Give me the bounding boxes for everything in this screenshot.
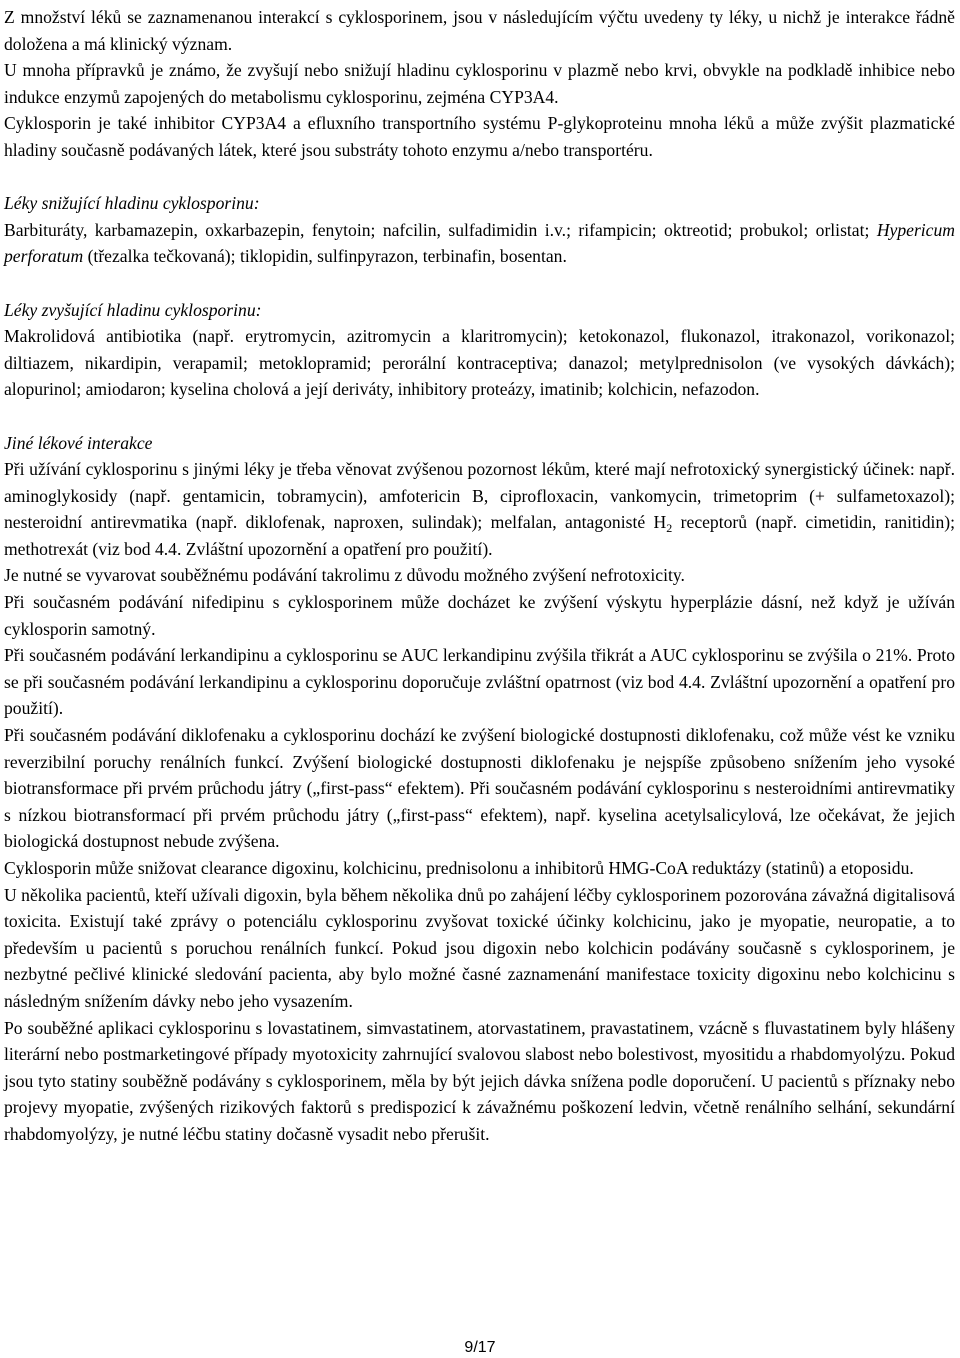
other-interactions-paragraph-6: Cyklosporin může snižovat clearance digoxinu, kolchicinu, prednisolonu a inhibitorů HMG-CoA reduktázy (statinů) a etoposidu.: [4, 858, 914, 878]
other-1-subscript: 2: [666, 521, 673, 536]
other-1-text-b: receptorů (např. cimetidin, ranitidin); methotrexát (viz bod 4.4. Zvláštní upozornění a opatření pro použití).: [4, 512, 955, 559]
other-1-text-a: Při užívání cyklosporinu s jinými léky je třeba věnovat zvýšenou pozornost lékům, které mají nefrotoxický synergistický účinek: např. aminoglykosidy (např. gentamicin, tobramycin), amfotericin B, ciprofloxacin, vankomycin, trimetoprim (+ sulfametoxazol); nesteroidní antirevmatika (např. diklofenak, naproxen, sulindak); melfalan, antagonisté H: [4, 459, 955, 533]
heading-decreasing-drugs: Léky snižující hladinu cyklosporinu:: [4, 193, 260, 214]
heading-other-interactions: Jiné lékové interakce: [4, 432, 153, 453]
page-number: 9/17: [464, 1339, 496, 1356]
other-interactions-paragraph-5: Při současném podávání diklofenaku a cyklosporinu dochází ke zvýšení biologické dostupnosti diklofenaku, což může vést ke vzniku reverzibilní poruchy renálních funkcí. Zvýšení biologické dostupnosti diklofenaku je nejspíše způsobeno snížením jeho vysoké biotransformace při prvém průchodu játry („first-pass“ efektem). Při současném podávání cyklosporinu s nesteroidními antirevmatiky s nízkou biotransformací při prvém průchodu játry („first-pass“ efektem), např. kyselina acetylsalicylová, lze očekávat, že jejich biologická dostupnost nebude zvýšena.: [4, 725, 955, 852]
increasing-drugs-list: Makrolidová antibiotika (např. erytromycin, azitromycin a klaritromycin); ketokonazol, flukonazol, itrakonazol, vorikonazol; diltiazem, nikardipin, verapamil; metoklopramid; perorální kontraceptiva; danazol; metylprednisolon (ve vysokých dávkách); alopurinol; amiodaron; kyselina cholová a její deriváty, inhibitory proteázy, imatinib; kolchicin, nefazodon.: [4, 326, 955, 400]
other-interactions-paragraph-1: [4, 456, 955, 562]
other-interactions-paragraph-2: Je nutné se vyvarovat souběžnému podávání takrolimu z důvodu možného zvýšení nefrotoxicity.: [4, 565, 685, 586]
intro-paragraph-2: U mnoha přípravků je známo, že zvyšují nebo snižují hladinu cyklosporinu v plazmě nebo krvi, obvykle na podkladě inhibice nebo indukce enzymů zapojených do metabolismu cyklosporinu, zejména CYP3A4.: [4, 60, 955, 107]
decreasing-drugs-list: [4, 217, 955, 270]
other-interactions-paragraph-7: U několika pacientů, kteří užívali digoxin, byla během několika dnů po zahájení léčby cyklosporinem pozorována závažná digitalisová toxicita. Existují také zprávy o potenciálu cyklosporinu zvyšovat toxické účinky kolchicinu, jako je myopatie, neuropatie, a to především u pacientů s poruchou renálních funkcí. Pokud jsou digoxin nebo kolchicin podávány současně s cyklosporinem, je nezbytné pečlivé klinické sledování pacienta, aby bylo možné časné zaznamenání manifestace toxicity digoxinu nebo kolchicinu s následným snížením dávky nebo jeho vysazením.: [4, 884, 955, 1011]
decreasing-drugs-text-a: Barbituráty, karbamazepin, oxkarbazepin, fenytoin; nafcilin, sulfadimidin i.v.; rifampicin; oktreotid; probukol; orlistat;: [4, 219, 877, 240]
other-interactions-paragraph-8: Po souběžné aplikaci cyklosporinu s lovastatinem, simvastatinem, atorvastatinem, pravastatinem, vzácně s fluvastatinem byly hlášeny literární nebo postmarketingové případy myotoxicity zahrnující svalovou slabost nebo bolestivost, myositidu a rhabdomyolýzu. Pokud jsou tyto statiny souběžně podávány s cyklosporinem, měla by být jejich dávka snížena podle doporučení. U pacientů s příznaky nebo projevy myopatie, zvýšených rizikových faktorů s predispozicí k závažnému poškození ledvin, včetně renálního selhání, sekundární rhabdomyolýzy, je nutné léčbu statiny dočasně vysadit nebo přerušit.: [4, 1017, 955, 1144]
decreasing-drugs-text-b: (třezalka tečkovaná); tiklopidin, sulfinpyrazon, terbinafin, bosentan.: [83, 246, 567, 267]
heading-increasing-drugs: Léky zvyšující hladinu cyklosporinu:: [4, 299, 262, 320]
intro-paragraph-3: Cyklosporin je také inhibitor CYP3A4 a efluxního transportního systému P-glykoproteinu mnoha léků a může zvýšit plazmatické hladiny současně podávaných látek, které jsou substráty tohoto enzymu a/nebo transportéru.: [4, 113, 955, 160]
intro-paragraph-1: Z množství léků se zaznamenanou interakcí s cyklosporinem, jsou v následujícím výčtu uvedeny ty léky, u nichž je interakce řádně doložena a má klinický význam.: [4, 7, 955, 54]
document-page: [4, 4, 955, 1148]
other-interactions-paragraph-4: Při současném podávání lerkandipinu a cyklosporinu se AUC lerkandipinu zvýšila třikrát a AUC cyklosporinu se zvýšila o 21%. Proto se při současném podávání lerkandipinu a cyklosporinu doporučuje zvláštní opatrnost (viz bod 4.4. Zvláštní upozornění a opatření pro použití).: [4, 645, 955, 719]
other-interactions-paragraph-3: Při současném podávání nifedipinu s cyklosporinem může docházet ke zvýšení výskytu hyperplázie dásní, než když je užíván cyklosporin samotný.: [4, 592, 955, 639]
decreasing-drugs-italic: Hypericum perforatum: [4, 219, 955, 267]
